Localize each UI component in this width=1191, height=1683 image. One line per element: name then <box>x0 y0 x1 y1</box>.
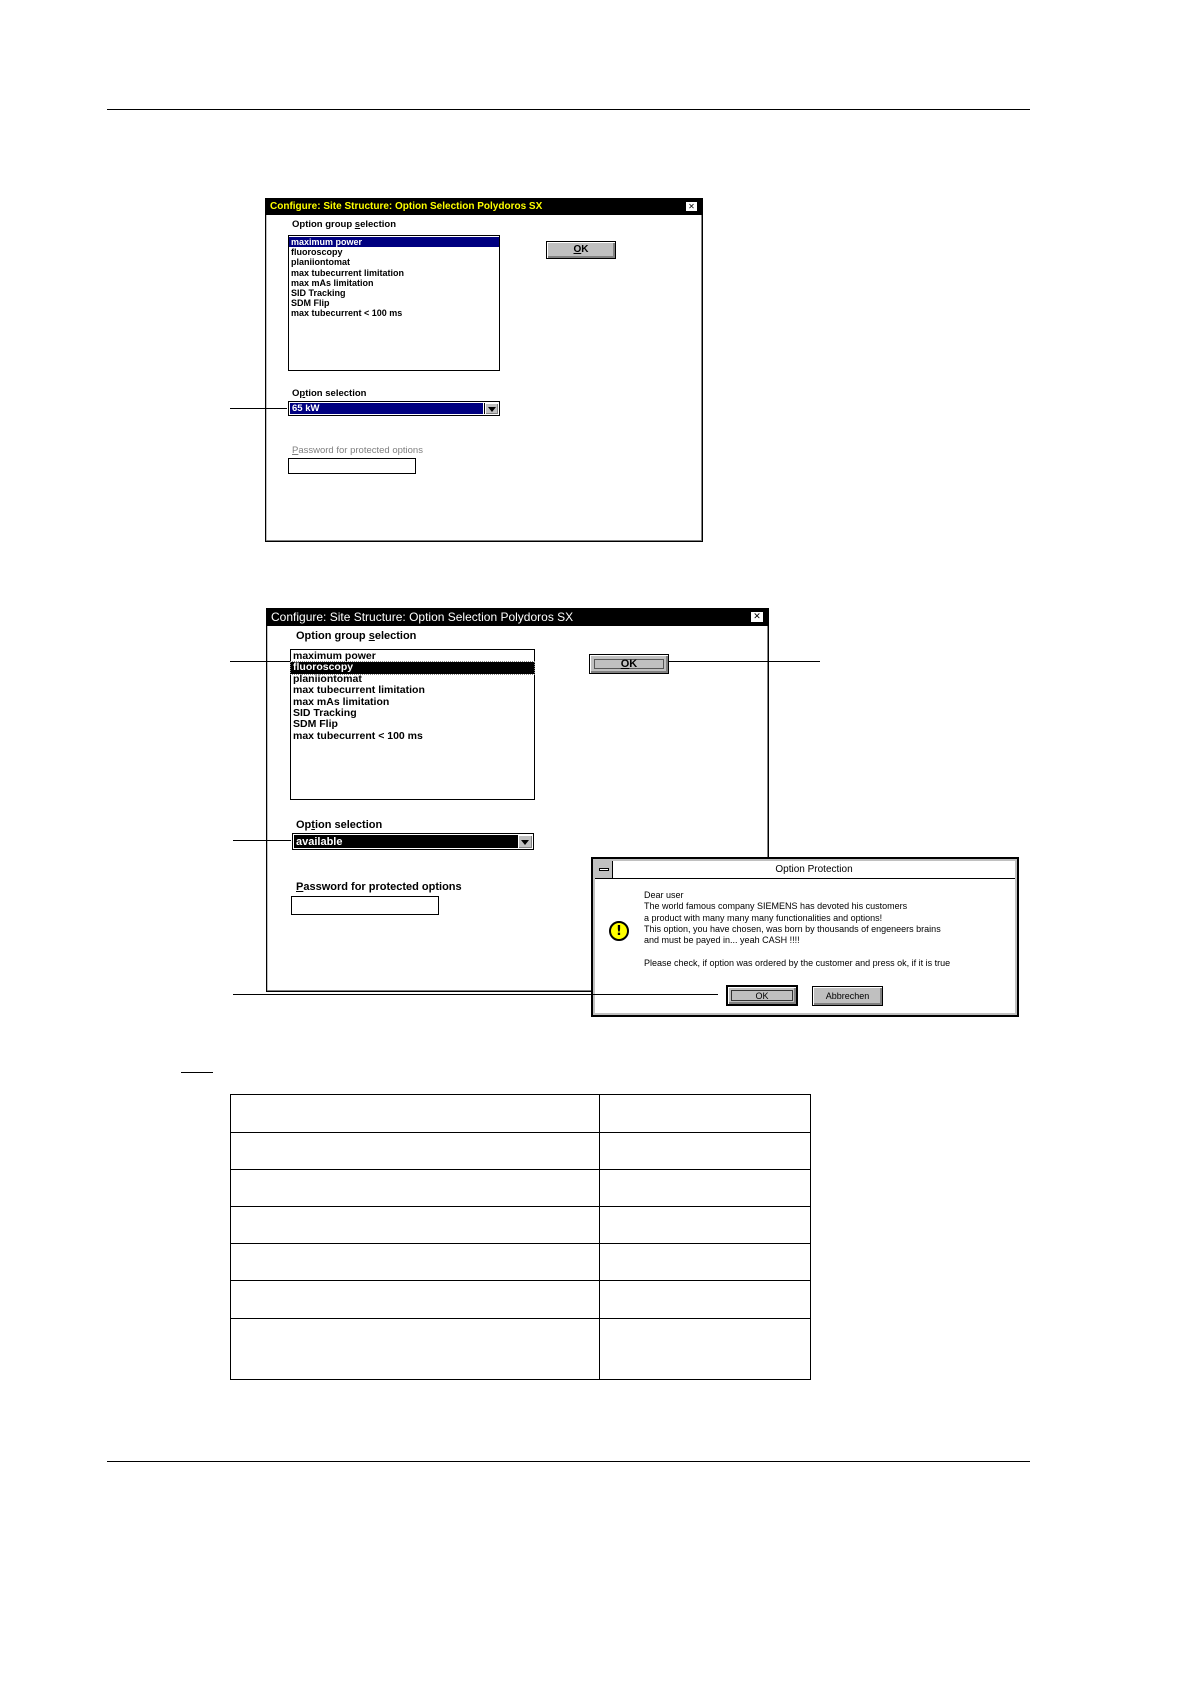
list-item[interactable]: planiiontomat <box>291 257 350 268</box>
warning-icon: ! <box>609 921 629 941</box>
window-1-title: Configure: Site Structure: Option Selection Polydoros SX <box>270 201 543 212</box>
option-group-listbox[interactable] <box>288 235 500 371</box>
dialog-cancel-button[interactable]: Abbrechen <box>812 986 883 1006</box>
password-label: Password for protected options <box>292 445 423 456</box>
option-selection-window-1 <box>265 198 703 542</box>
table-cell <box>231 1170 600 1207</box>
table-cell <box>600 1207 811 1244</box>
option-group-listbox[interactable] <box>290 649 535 800</box>
bottom-rule <box>107 1461 1030 1462</box>
list-item[interactable]: max tubecurrent < 100 ms <box>293 729 423 742</box>
table-row <box>231 1319 811 1380</box>
ok-button[interactable]: OK <box>589 654 669 674</box>
list-item[interactable]: fluoroscopy <box>291 247 343 258</box>
list-item[interactable]: planiiontomat <box>293 672 362 685</box>
table-cell <box>600 1133 811 1170</box>
option-selection-combobox[interactable] <box>292 833 534 850</box>
table-cell <box>231 1281 600 1319</box>
callout-line-ok-button <box>668 661 820 662</box>
option-selection-label: Option selection <box>296 819 383 831</box>
option-group-selection-label: Option group selection <box>296 630 417 642</box>
callout-line-dialog-ok <box>233 994 718 995</box>
table-row <box>231 1133 811 1170</box>
table-row <box>231 1095 811 1133</box>
close-icon[interactable]: ✕ <box>685 201 698 212</box>
callout-line-option-selection-1 <box>230 408 287 409</box>
window-1-titlebar <box>266 199 702 215</box>
list-item[interactable]: maximum power <box>289 237 499 247</box>
table-cell <box>600 1244 811 1281</box>
list-item[interactable]: max mAs limitation <box>291 277 374 288</box>
table-cell <box>231 1244 600 1281</box>
option-group-selection-label: Option group selection <box>292 219 396 230</box>
window-2-titlebar <box>267 609 768 626</box>
list-item[interactable]: SDM Flip <box>291 298 330 309</box>
window-2-title: Configure: Site Structure: Option Selection Polydoros SX <box>271 610 574 624</box>
callout-line-option-selection-2 <box>233 840 291 841</box>
top-rule <box>107 109 1030 110</box>
callout-line-fluoroscopy <box>230 661 290 662</box>
empty-table <box>230 1094 811 1380</box>
dialog-message-line: and must be payed in... yeah CASH !!!! <box>644 935 800 946</box>
option-selection-combobox[interactable] <box>288 401 500 416</box>
list-item[interactable]: max tubecurrent limitation <box>291 267 405 278</box>
dialog-message-line: Please check, if option was ordered by the customer and press ok, if it is true <box>644 957 951 968</box>
dialog-titlebar <box>595 861 1015 879</box>
table-cell <box>600 1281 811 1319</box>
option-selection-value: available <box>294 835 517 848</box>
table-cell <box>600 1095 811 1133</box>
dialog-message-line: Dear user <box>644 890 684 900</box>
ok-button[interactable]: OK <box>546 241 616 259</box>
chevron-down-icon[interactable] <box>517 835 532 848</box>
password-field[interactable] <box>288 458 416 474</box>
table-cell <box>231 1133 600 1170</box>
list-item[interactable]: SDM Flip <box>293 718 338 731</box>
list-item[interactable]: SID Tracking <box>291 287 346 298</box>
dialog-ok-button[interactable]: OK <box>726 985 798 1006</box>
table-cell <box>600 1319 811 1380</box>
list-item[interactable]: max tubecurrent limitation <box>293 684 425 697</box>
system-menu-icon[interactable] <box>595 861 613 878</box>
list-item[interactable]: SID Tracking <box>293 706 357 719</box>
option-selection-value: 65 kW <box>290 403 483 414</box>
short-underline <box>181 1072 213 1073</box>
dialog-message-line <box>644 946 1016 957</box>
list-item[interactable]: max mAs limitation <box>293 695 390 708</box>
close-icon[interactable]: ✕ <box>750 611 764 623</box>
option-selection-label: Option selection <box>292 388 367 399</box>
password-field[interactable] <box>291 896 439 915</box>
password-label: Password for protected options <box>296 881 462 893</box>
table-cell <box>231 1207 600 1244</box>
chevron-down-icon[interactable] <box>484 403 498 414</box>
dialog-message <box>644 890 1016 969</box>
table-row <box>231 1244 811 1281</box>
option-protection-dialog <box>591 857 1019 1017</box>
list-item[interactable]: maximum power <box>293 650 376 662</box>
dialog-message-line: The world famous company SIEMENS has devoted his customers <box>644 901 908 912</box>
dialog-message-line: a product with many many many functionalities and options! <box>644 912 883 923</box>
table-cell <box>600 1170 811 1207</box>
list-item[interactable]: max tubecurrent < 100 ms <box>291 308 403 319</box>
table-row <box>231 1207 811 1244</box>
table-row <box>231 1281 811 1319</box>
dialog-title: Option Protection <box>775 864 853 875</box>
table-row <box>231 1170 811 1207</box>
table-cell <box>231 1095 600 1133</box>
list-item[interactable]: fluoroscopy <box>291 662 534 673</box>
table-cell <box>231 1319 600 1380</box>
dialog-message-line: This option, you have chosen, was born by thousands of engeneers brains <box>644 923 941 934</box>
